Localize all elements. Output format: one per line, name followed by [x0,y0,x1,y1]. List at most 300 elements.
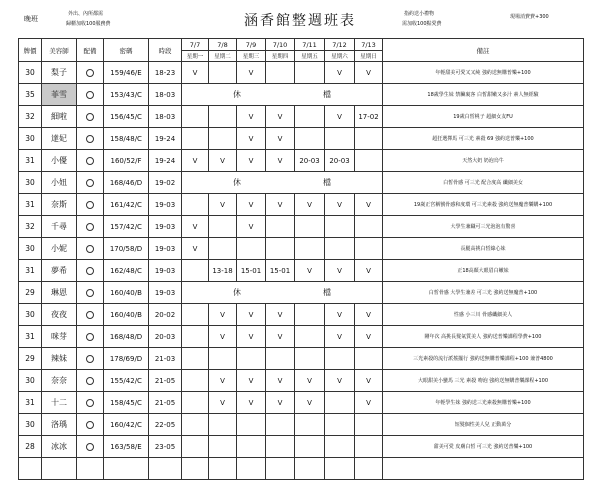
day-cell: 15-01 [266,260,295,282]
day-cell [295,216,325,238]
col-header-weekday: 星期一 [182,51,209,62]
day-cell [237,238,266,260]
col-header-date: 7/9 [237,39,266,51]
col-header-date: 7/13 [355,39,383,51]
day-cell [209,128,237,150]
day-cell [182,304,209,326]
col-header-price: 牌價 [19,39,42,62]
day-cell: V [325,326,355,348]
empty-cell [237,458,266,480]
circle-mark-icon [86,135,94,143]
day-cell: V [266,128,295,150]
day-cell: V [237,216,266,238]
circle-mark-icon [86,179,94,187]
day-cell [295,106,325,128]
code-cell: 156/45/C [104,106,149,128]
beautician-name: 琳恩 [42,282,77,304]
note-cell: 大學生兼職可三光泡泡有驚喜 [383,216,584,238]
day-cell: V [266,106,295,128]
day-cell: V [266,304,295,326]
mark-cell [77,436,104,458]
time-cell: 21-05 [149,370,182,392]
table-row [19,216,584,238]
price-cell: 30 [19,238,42,260]
circle-mark-icon [86,377,94,385]
day-cell [295,414,325,436]
beautician-name: 辣妹 [42,348,77,370]
note-cell: 短髮個性美人兒 正動萬分 [383,414,584,436]
day-cell: V [237,392,266,414]
mark-cell [77,304,104,326]
rest-cell [182,172,383,194]
price-cell: 31 [19,194,42,216]
day-cell: V [237,106,266,128]
code-cell: 160/40/B [104,282,149,304]
day-cell [295,62,325,84]
day-cell [182,194,209,216]
day-cell: V [355,62,383,84]
col-header-weekday: 星期日 [355,51,383,62]
code-cell: 158/45/C [104,392,149,414]
day-cell [355,436,383,458]
day-cell: V [355,260,383,282]
day-cell [266,414,295,436]
col-header-date: 7/11 [295,39,325,51]
table-row [19,194,584,216]
time-cell: 19-03 [149,260,182,282]
col-header-date: 7/12 [325,39,355,51]
time-cell: 19-03 [149,238,182,260]
col-header-mark: 配備 [77,39,104,62]
table-row [19,326,584,348]
table-row [19,62,584,84]
day-cell [355,238,383,260]
price-cell: 35 [19,84,42,106]
day-cell [182,436,209,458]
empty-cell [383,458,584,480]
day-cell: V [266,194,295,216]
table-row [19,150,584,172]
circle-mark-icon [86,69,94,77]
beautician-name: 奈奈 [42,370,77,392]
mark-cell [77,172,104,194]
rest-cell [182,282,383,304]
day-cell: V [355,392,383,414]
note-cell: 剛年次 高挑長髮氣質美人 強約送普樂課程學費+100 [383,326,584,348]
beautician-name: 冰冰 [42,436,77,458]
day-cell: V [325,106,355,128]
day-cell [355,128,383,150]
empty-cell [77,458,104,480]
day-cell [209,216,237,238]
table-row [19,238,584,260]
day-cell [182,370,209,392]
day-cell: V [295,260,325,282]
day-cell [209,414,237,436]
mark-cell [77,84,104,106]
day-cell [355,348,383,370]
beautician-name: 小妮 [42,238,77,260]
note-cell: 大眼甜美小蠻馬 三光 素殺 吻泡 強約送無購普樂課程+100 [383,370,584,392]
mark-cell [77,282,104,304]
beautician-name: 細啦 [42,106,77,128]
day-cell: V [355,370,383,392]
shift-label: 晚班 [24,15,38,23]
beautician-name: 小優 [42,150,77,172]
time-cell: 20-02 [149,304,182,326]
beautician-name: 菲雪 [42,84,77,106]
day-cell [182,128,209,150]
beautician-name: 夜夜 [42,304,77,326]
empty-cell [325,458,355,480]
table-row [19,128,584,150]
table-row [19,84,584,106]
day-cell: V [295,194,325,216]
note-cell: 甜美可愛 皮膚白皙 可三光 強約送普樂+100 [383,436,584,458]
price-cell: 30 [19,370,42,392]
empty-cell [149,458,182,480]
rest-cell [182,84,383,106]
day-cell [266,238,295,260]
day-cell [325,128,355,150]
code-cell: 168/46/D [104,172,149,194]
day-cell: 13-18 [209,260,237,282]
day-cell [266,348,295,370]
schedule-header [0,0,600,38]
rest-label: 休 [233,90,241,99]
code-cell: 162/48/C [104,260,149,282]
day-cell: V [266,370,295,392]
col-header-note: 備註 [383,39,584,62]
mark-cell [77,260,104,282]
day-cell [182,326,209,348]
empty-cell [19,458,42,480]
price-cell: 32 [19,106,42,128]
col-header-name: 美容師 [42,39,77,62]
mark-cell [77,62,104,84]
day-cell [182,414,209,436]
mark-cell [77,128,104,150]
day-cell: V [209,370,237,392]
mark-cell [77,238,104,260]
beautician-name: 奈斯 [42,194,77,216]
day-cell [325,436,355,458]
day-cell [266,436,295,458]
time-cell: 21-05 [149,392,182,414]
day-cell: V [266,392,295,414]
code-cell: 159/46/E [104,62,149,84]
note-cell: 19歲白皙桃子 超細女友FU [383,106,584,128]
day-cell: V [237,304,266,326]
day-cell [182,348,209,370]
day-cell [182,106,209,128]
day-cell [209,106,237,128]
day-cell [325,216,355,238]
mark-cell [77,348,104,370]
day-cell: V [237,150,266,172]
day-cell: 17-02 [355,106,383,128]
day-cell [266,62,295,84]
time-cell: 19-02 [149,172,182,194]
time-cell: 19-03 [149,194,182,216]
day-cell: V [182,216,209,238]
day-cell [325,392,355,414]
day-cell: V [209,326,237,348]
day-cell [355,414,383,436]
time-cell: 21-03 [149,348,182,370]
rest-label: 檔 [323,178,331,187]
empty-cell [104,458,149,480]
day-cell [325,238,355,260]
day-cell: 15-01 [237,260,266,282]
price-cell: 30 [19,414,42,436]
day-cell [209,62,237,84]
price-cell: 32 [19,216,42,238]
price-cell: 30 [19,172,42,194]
price-cell: 31 [19,150,42,172]
note-cell: 白皙骨感 大學生兼差 可三光 強約送無魔普+100 [383,282,584,304]
code-cell: 168/48/D [104,326,149,348]
table-row [19,106,584,128]
note-cell: 18歲學生妹 禁臟裏客 白皙甜嫩又多汁 素人無經驗 [383,84,584,106]
day-cell [295,304,325,326]
mark-cell [77,150,104,172]
col-header-code: 密碼 [104,39,149,62]
empty-cell [355,458,383,480]
code-cell: 155/42/C [104,370,149,392]
day-cell: V [355,326,383,348]
note-cell: 年輕學生妹 強約送三光素殺無購普樂+100 [383,392,584,414]
rest-label: 休 [233,288,241,297]
day-cell: V [237,326,266,348]
day-cell: V [325,194,355,216]
beautician-name: 梨子 [42,62,77,84]
circle-mark-icon [86,91,94,99]
day-cell: V [266,326,295,348]
note-cell: 天然大奶 奶泡烏牛 [383,150,584,172]
day-cell: V [237,62,266,84]
table-row [19,260,584,282]
day-cell [325,414,355,436]
circle-mark-icon [86,311,94,319]
time-cell: 19-24 [149,128,182,150]
price-cell: 31 [19,392,42,414]
mark-cell [77,370,104,392]
note-cell: 白皙骨感 可三光 配合度高 纖細美女 [383,172,584,194]
note-cell: 超狂選擇馬 可三光 素殺 69 強約送普樂+100 [383,128,584,150]
day-cell: 20-03 [295,150,325,172]
empty-cell [42,458,77,480]
day-cell [237,436,266,458]
col-header-date: 7/8 [209,39,237,51]
circle-mark-icon [86,333,94,341]
day-cell [295,238,325,260]
time-cell: 18-03 [149,84,182,106]
header-note-right-2: 需加收100點愛費 [402,21,442,27]
day-cell [355,216,383,238]
day-cell: V [209,304,237,326]
day-cell: V [325,260,355,282]
circle-mark-icon [86,267,94,275]
day-cell: V [355,194,383,216]
code-cell: 178/69/D [104,348,149,370]
day-cell [355,150,383,172]
table-row [19,172,584,194]
col-header-weekday: 星期三 [237,51,266,62]
header-note-left-1: 外出、內所都需 [68,11,104,17]
price-cell: 28 [19,436,42,458]
header-row-dates [19,39,584,51]
empty-cell [295,458,325,480]
time-cell: 19-03 [149,282,182,304]
circle-mark-icon [86,201,94,209]
day-cell: V [209,194,237,216]
circle-mark-icon [86,157,94,165]
price-cell: 30 [19,62,42,84]
price-cell: 31 [19,260,42,282]
schedule-body [19,62,584,480]
note-cell: 正18高顏大眼眉白嫩妹 [383,260,584,282]
code-cell: 161/42/C [104,194,149,216]
table-row [19,458,584,480]
table-row [19,304,584,326]
beautician-name: 千尋 [42,216,77,238]
day-cell: V [237,370,266,392]
note-cell: 年輕甜美可愛又又純 強約送無購普樂+100 [383,62,584,84]
day-cell [237,414,266,436]
rest-label: 檔 [323,90,331,99]
price-cell: 31 [19,326,42,348]
time-cell: 18-23 [149,62,182,84]
day-cell [209,238,237,260]
beautician-name: 十二 [42,392,77,414]
time-cell: 19-03 [149,216,182,238]
weekly-schedule-table [18,38,584,480]
mark-cell [77,194,104,216]
day-cell: V [237,194,266,216]
day-cell [266,216,295,238]
circle-mark-icon [86,443,94,451]
table-row [19,348,584,370]
note-cell: 19歲正宮稱號骨感和度環 可三光素殺 強約送無魔普樂購+100 [383,194,584,216]
table-row [19,370,584,392]
col-header-time: 時段 [149,39,182,62]
day-cell: V [355,304,383,326]
day-cell [209,348,237,370]
circle-mark-icon [86,399,94,407]
price-cell: 29 [19,282,42,304]
table-row [19,414,584,436]
time-cell: 18-03 [149,106,182,128]
empty-cell [266,458,295,480]
day-cell [295,128,325,150]
mark-cell [77,106,104,128]
time-cell: 23-05 [149,436,182,458]
code-cell: 153/43/C [104,84,149,106]
day-cell: V [209,392,237,414]
circle-mark-icon [86,245,94,253]
day-cell [295,348,325,370]
mark-cell [77,216,104,238]
page-title: 涵香館整週班表 [244,13,356,29]
beautician-name: 夢希 [42,260,77,282]
time-cell: 19-24 [149,150,182,172]
day-cell: V [182,62,209,84]
day-cell: V [295,370,325,392]
day-cell [237,348,266,370]
time-cell: 22-05 [149,414,182,436]
header-note-left-2: 歸櫃加收100服務費 [66,21,111,27]
day-cell [182,260,209,282]
col-header-weekday: 星期五 [295,51,325,62]
day-cell: V [266,150,295,172]
rest-label: 檔 [323,288,331,297]
note-cell: 性感 小三川 骨感纖細美人 [383,304,584,326]
day-cell [182,392,209,414]
price-cell: 30 [19,304,42,326]
note-cell: 三光素殺的流行派搖擺行 強約送無購普樂課程+100 兼普4800 [383,348,584,370]
code-cell: 158/48/C [104,128,149,150]
mark-cell [77,414,104,436]
empty-cell [182,458,209,480]
circle-mark-icon [86,113,94,121]
table-row [19,436,584,458]
day-cell: V [182,150,209,172]
table-row [19,392,584,414]
code-cell: 160/42/C [104,414,149,436]
time-cell: 20-03 [149,326,182,348]
day-cell [209,436,237,458]
beautician-name: 達妃 [42,128,77,150]
beautician-name: 咪芽 [42,326,77,348]
col-header-weekday: 星期六 [325,51,355,62]
beautician-name: 洛瑀 [42,414,77,436]
code-cell: 160/40/B [104,304,149,326]
circle-mark-icon [86,421,94,429]
note-cell: 長腿高挑白皙綠心妹 [383,238,584,260]
col-header-weekday: 星期四 [266,51,295,62]
beautician-name: 小妞 [42,172,77,194]
header-note-right-3: 現場消費費+300 [510,14,549,20]
mark-cell [77,326,104,348]
price-cell: 30 [19,128,42,150]
circle-mark-icon [86,223,94,231]
rest-label: 休 [233,178,241,187]
day-cell: V [325,62,355,84]
day-cell: V [237,128,266,150]
day-cell: V [182,238,209,260]
day-cell [325,348,355,370]
col-header-weekday: 星期二 [209,51,237,62]
day-cell: V [325,370,355,392]
day-cell: V [325,304,355,326]
price-cell: 29 [19,348,42,370]
mark-cell [77,392,104,414]
code-cell: 160/52/F [104,150,149,172]
table-row [19,282,584,304]
circle-mark-icon [86,355,94,363]
code-cell: 170/58/D [104,238,149,260]
code-cell: 163/58/E [104,436,149,458]
header-note-right-1: 指約送小禮物 [404,11,435,17]
day-cell: V [295,392,325,414]
day-cell: 20-03 [325,150,355,172]
day-cell [295,436,325,458]
day-cell [295,326,325,348]
circle-mark-icon [86,289,94,297]
code-cell: 157/42/C [104,216,149,238]
col-header-date: 7/10 [266,39,295,51]
